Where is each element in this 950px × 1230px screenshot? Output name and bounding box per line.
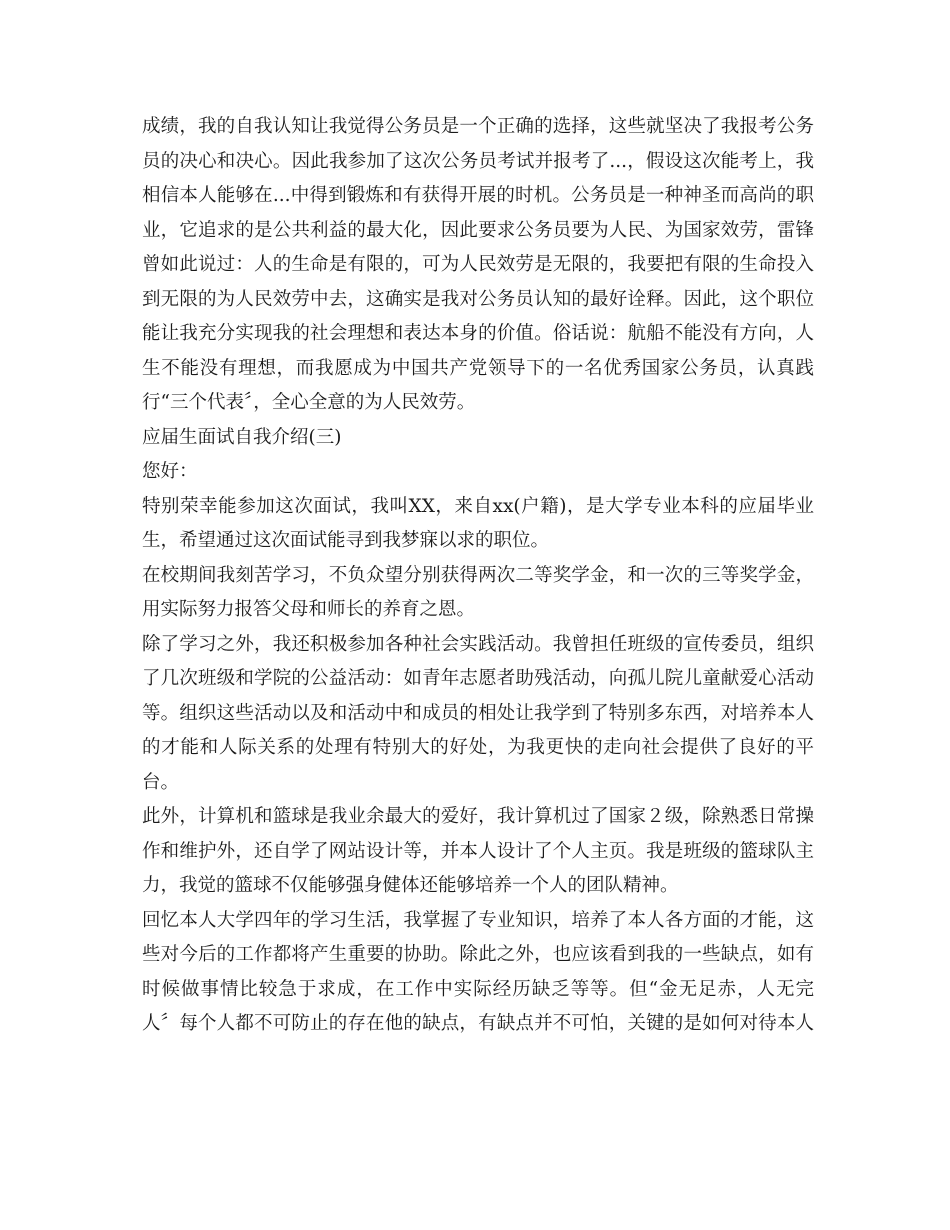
text-line: 除了学习之外，我还积极参加各种社会实践活动。我曾担任班级的宣传委员，组织 — [142, 633, 814, 655]
text-line: 员的决心和决心。因此我参加了这次公务员考试并报考了...，假设这次能考上，我 — [142, 150, 814, 172]
text-line: 回忆本人大学四年的学习生活，我掌握了专业知识，培养了本人各方面的才能，这 — [142, 909, 814, 931]
text-line: 了几次班级和学院的公益活动：如青年志愿者助残活动，向孤儿院儿童献爱心活动 — [142, 668, 814, 689]
text-line: 成绩，我的自我认知让我觉得公务员是一个正确的选择，这些就坚决了我报考公务 — [142, 116, 814, 137]
text-line: 生，希望通过这次面试能寻到我梦寐以求的职位。 — [142, 530, 550, 551]
text-line: 等。组织这些活动以及和活动中和成员的相处让我学到了特别多东西，对培养本人 — [142, 702, 814, 724]
text-line: 用实际努力报答父母和师长的养育之恩。 — [142, 599, 476, 620]
text-line: 力，我觉的篮球不仅能够强身健体还能够培养一个人的团队精神。 — [142, 875, 679, 896]
text-line: 曾如此说过：人的生命是有限的，可为人民效劳是无限的，我要把有限的生命投入 — [142, 254, 814, 275]
text-line: 相信本人能够在...中得到锻炼和有获得开展的时机。公务员是一种神圣而高尚的职 — [142, 185, 814, 206]
text-line: 行“三个代表〞，全心全意的为人民效劳。 — [142, 392, 476, 413]
text-line: 您好： — [142, 461, 198, 482]
text-line: 能让我充分实现我的社会理想和表达本身的价值。俗话说：航船不能没有方向，人 — [142, 323, 814, 344]
text-line: 应届生面试自我介绍(三) — [142, 426, 342, 448]
text-line: 此外，计算机和篮球是我业余最大的爱好，我计算机过了国家２级，除熟悉日常操 — [142, 806, 814, 827]
text-line: 到无限的为人民效劳中去，这确实是我对公务员认知的最好诠释。因此，这个职位 — [142, 288, 814, 310]
text-line: 特别荣幸能参加这次面试，我叫XX，来自xx(户籍)，是大学专业本科的应届毕业 — [142, 495, 814, 517]
text-line: 人〞每个人都不可防止的存在他的缺点，有缺点并不可怕，关键的是如何对待本人 — [142, 1013, 814, 1034]
text-line: 些对今后的工作都将产生重要的协助。除此之外，也应该看到我的一些缺点，如有 — [142, 944, 814, 965]
text-line: 作和维护外，还自学了网站设计等，并本人设计了个人主页。我是班级的篮球队主 — [142, 840, 814, 862]
text-line: 时候做事情比较急于求成，在工作中实际经历缺乏等等。但“金无足赤，人无完 — [142, 978, 814, 1000]
text-line: 台。 — [142, 771, 180, 793]
text-line: 生不能没有理想，而我愿成为中国共产党领导下的一名优秀国家公务员，认真践 — [142, 357, 814, 379]
text-line: 在校期间我刻苦学习，不负众望分别获得两次二等奖学金，和一次的三等奖学金， — [142, 564, 814, 586]
text-line: 的才能和人际关系的处理有特别大的好处，为我更快的走向社会提供了良好的平 — [142, 737, 814, 758]
text-line: 业，它追求的是公共利益的最大化，因此要求公务员要为人民、为国家效劳，雷锋 — [142, 219, 814, 241]
document-body — [142, 110, 814, 1042]
